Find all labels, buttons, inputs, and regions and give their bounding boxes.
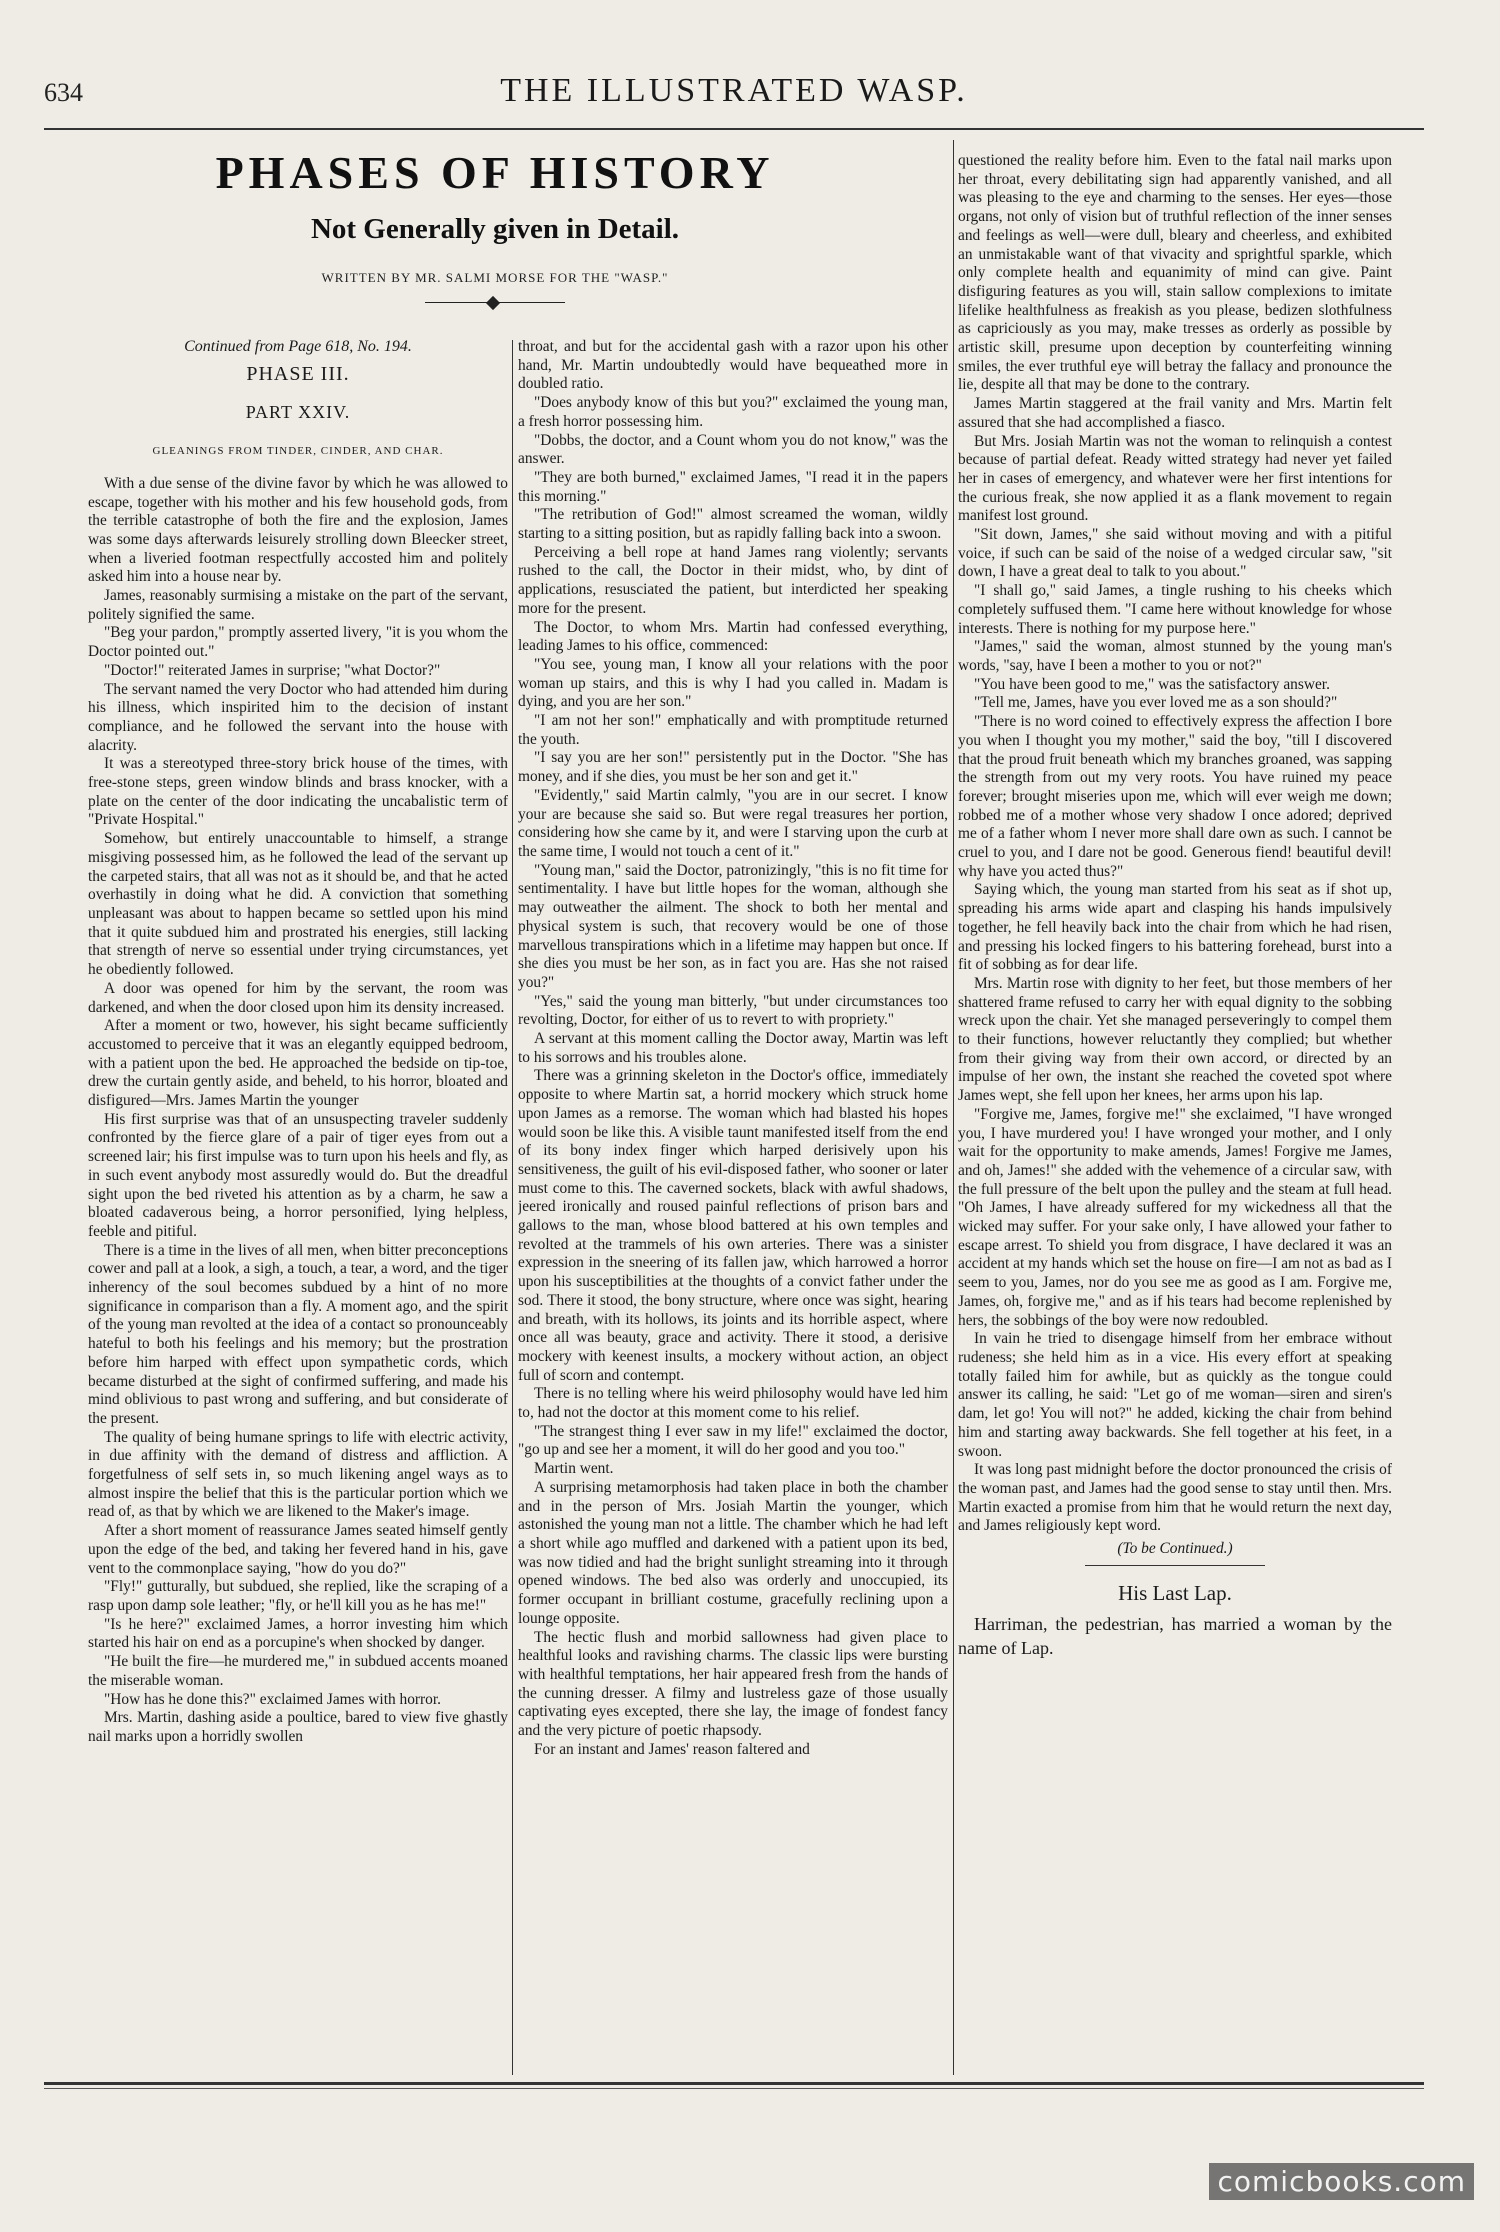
- paragraph: But Mrs. Josiah Martin was not the woman to relinquish a contest because of partial defeat. Ready witted strategy had never yet failed her in cases of emergency, and whatever were her first intentions for the curious freak, she now applied it as a flank movement to regain manifest lost ground.: [958, 432, 1392, 525]
- part-heading: PART XXIV.: [245, 402, 351, 423]
- article-byline: WRITTEN BY MR. SALMI MORSE FOR THE "WASP.": [321, 269, 669, 285]
- paragraph: "I say you are her son!" persistently put in the Doctor. "She has money, and if she dies, you must be her son and get it.": [518, 749, 948, 786]
- paragraph: His first surprise was that of an unsuspecting traveler suddenly confronted by the fierce glare of a pair of tiger eyes from out a screened lair; his first impulse was to turn upon his heels and fly, as in such event anybody most assuredly would do. But the dreadful sight upon the bed riveted his attention as by a charm, he saw a bloated cadaverous being, a horror personified, lying helpless, feeble and pitiful.: [88, 1110, 508, 1240]
- paragraph: "Tell me, James, have you ever loved me as a son should?": [974, 694, 1338, 712]
- paragraph: "Fly!" gutturally, but subdued, she replied, like the scraping of a rasp upon damp sole leather; "fly, or he'll kill you as he has me!": [88, 1578, 508, 1614]
- paragraph: Mrs. Martin, dashing aside a poultice, bared to view five ghastly nail marks upon a horridly swollen: [88, 1709, 508, 1745]
- paragraph: "Young man," said the Doctor, patronizingly, "this is no fit time for sentimentality. I have but little hopes for the woman, although she may outweather the ailment. The shock to both her mental and physical system is such, that recovery would be one of those marvellous transpirations which in a lifetime may happen but once. If she dies you must be her son, as in fact you are. Has she not raised you?": [518, 861, 948, 991]
- phase-heading: PHASE III.: [246, 362, 350, 385]
- paragraph: "Evidently," said Martin calmly, "you are in our secret. I know your are because she said so. But were regal treasures her portion, considering how she came by it, and were I starving upon the curb at the same time, I would not touch a cent of it.": [518, 786, 948, 860]
- paragraph: For an instant and James' reason faltered and: [534, 1740, 810, 1758]
- paragraph: questioned the reality before him. Even to the fatal nail marks upon her throat, every debilitating sign had apparently vanished, and all was pleasing to the eye and charming to the senses. Her eyes—those organs, not only of vision but of truthful reflection of the inner senses and feelings as well—were dull, bleary and cheerless, and exhibited an unmistakable want of that vivacity and sprightful sparkle, which only complete health and equanimity of mind can give. Paint disfiguring features as you will, stain sallow complexions to imitate lifelike healthfulness as freakish as you please, bedizen slothfulness as capriciously as you may, make tresses as orderly as possible by artistic skill, presume upon deception by counterfeiting winning smiles, the ever truthful eye will betray the fallacy and pronounce the lie, despite all that may be done to the contrary.: [958, 152, 1392, 394]
- column-rule-2: [953, 140, 954, 2075]
- page-number: 634: [44, 78, 83, 107]
- paragraph: Saying which, the young man started from his seat as if shot up, spreading his arms wide apart and clasping his hands impulsively together, he fell heavily back into the chair from which he had risen, and pressing his locked fingers to his battering forehead, burst into a fit of sobbing as for dear life.: [958, 881, 1392, 974]
- article-title-block: [60, 148, 930, 308]
- bottom-rule: [44, 2082, 1424, 2085]
- paragraph: The Doctor, to whom Mrs. Martin had confessed everything, leading James to his office, commenced:: [518, 618, 948, 655]
- short-item-body: Harriman, the pedestrian, has married a woman by the name of Lap.: [958, 1614, 1392, 1659]
- article-column-3: [958, 152, 1392, 2078]
- paragraph: "James," said the woman, almost stunned by the young man's words, "say, have I been a mother to you or not?": [958, 638, 1392, 674]
- paragraph: A surprising metamorphosis had taken place in both the chamber and in the person of Mrs. Josiah Martin the younger, which astonished the young man not a little. The chamber which he had left a short while ago muffled and darkened with a patient upon its bed, was now tidied and had the bright sunlight streaming into it through opened windows. The bed also was orderly and unoccupied, its former occupant in brilliant costume, gracefully reclining upon a lounge opposite.: [518, 1478, 948, 1627]
- masthead: THE ILLUSTRATED WASP.: [500, 72, 968, 109]
- paragraph: "You see, young man, I know all your relations with the poor woman up stairs, and this is why I had you called in. Madam is dying, and you are her son.": [518, 655, 948, 711]
- paragraph: "Doctor!" reiterated James in surprise; "what Doctor?": [104, 661, 441, 679]
- paragraph: "How has he done this?" exclaimed James with horror.: [104, 1690, 441, 1708]
- paragraph: "Forgive me, James, forgive me!" she exclaimed, "I have wronged you, I have murdered you! I have wronged your mother, and I only wait for the opportunity to make amends, James! Forgive me James, and oh, James!" she added with the vehemence of a circular saw, with the full pressure of the belt upon the pulley and the steam at full head. "Oh James, I have already suffered for my wickedness all that the wicked may suffer. For your sake only, I have allowed your father to escape arrest. To shield you from disgrace, I have declared it was an accident at my hands which set the house on fire—I am not as bad as I seem to you, James, nor do you see me as good as I am. Forgive me, James, oh, forgive me," and as if his tears had become replenished by hers, the sobbings of the boy were now redoubled.: [958, 1105, 1392, 1329]
- paragraph: James, reasonably surmising a mistake on the part of the servant, politely signified the same.: [88, 587, 508, 623]
- paragraph: There is a time in the lives of all men, when bitter preconceptions cower and pall at a look, a sigh, a touch, a tear, a word, and the tiger inherency of the soul becomes subdued by a hint of no more significance in comparison than a fly. A moment ago, and the spirit of the young man revolted at the idea of a contact so pronounceably hateful to both his feelings and his memory; but the prostration before him harped with effect upon sympathetic cords, which became disturbed at the sight of confirmed suffering, and made his mind oblivious to past wrong and suffering, and but considerate of the present.: [88, 1241, 508, 1427]
- article-title: PHASES OF HISTORY: [215, 147, 775, 198]
- column-rule-1: [512, 340, 513, 2075]
- paragraph: "Beg your pardon," promptly asserted livery, "it is you whom the Doctor pointed out.": [88, 624, 508, 661]
- paragraph: "They are both burned," exclaimed James, "I read it in the papers this morning.": [518, 468, 948, 505]
- section-divider: [1085, 1565, 1265, 1566]
- paragraph: "There is no word coined to effectively express the affection I bore you when I thought you my mother," said the boy, "till I discovered that the proud fruit beneath which my branches groaned, was sapping the strength from out my very roots. You have ruined my peace forever; brought miseries upon me, which will ever weigh me down; robbed me of a mother whose very shadow I once adored; deprived me of a father whom I never more shall dare own as such. I cannot be cruel to you, and I dare not be good. Generous fiend! beautiful devil! why have you acted thus?": [958, 713, 1392, 880]
- paragraph: Martin went.: [534, 1460, 614, 1478]
- paragraph: throat, and but for the accidental gash with a razor upon his other hand, Mr. Martin undoubtedly would have bequeathed more in doubled ratio.: [518, 338, 948, 393]
- paragraph: After a moment or two, however, his sight became sufficiently accustomed to perceive that it was an elegantly equipped bedroom, with a patient upon the bed. He approached the bedside on tip-toe, drew the curtain gently aside, and beheld, to his horror, bloated and disfigured—Mrs. James Martin the younger: [88, 1017, 508, 1110]
- paragraph: "Yes," said the young man bitterly, "but under circumstances too revolting, Doctor, for either of us to revert to with propriety.": [518, 992, 948, 1029]
- paragraph: In vain he tried to disengage himself from her embrace without rudeness; she held him as in a vice. His every effort at speaking totally failed him for awhile, but as quickly as the tongue could answer its calling, he said: "Let go of me woman—siren and siren's dam, let go! You will not?" he added, kicking the chair from behind him and starting away backwards. She fell together at his feet, in a swoon.: [958, 1330, 1392, 1460]
- paragraph: "The retribution of God!" almost screamed the woman, wildly starting to a sitting position, but as rapidly falling back into a swoon.: [518, 506, 948, 543]
- to-be-continued: (To be Continued.): [1117, 1540, 1233, 1558]
- paragraph: "I shall go," said James, a tingle rushing to his cheeks which completely suffused them. "I came here without knowledge for whose interests. There is nothing for my purpose here.": [958, 582, 1392, 637]
- paragraph: A servant at this moment calling the Doctor away, Martin was left to his sorrows and his troubles alone.: [518, 1030, 948, 1066]
- paragraph: The hectic flush and morbid sallowness had given place to healthful looks and ravishing charms. The classic lips were bursting with healthful temptations, her hair appeared fresh from the hands of the cunning dresser. A filmy and lustreless gaze of those usually captivating eyes excepted, there she lay, the image of fondest fancy and the very picture of poetic rhapsody.: [518, 1628, 948, 1740]
- article-column-2: [518, 338, 948, 2078]
- paragraph: Somehow, but entirely unaccountable to himself, a strange misgiving possessed him, as he followed the lead of the servant up the carpeted stairs, that all was not as it should be, and that he acted overhastily in doing what he did. A conviction that something unpleasant was about to happen became so settled upon his mind that it quite subdued him and prostrated his energies, still lacking that strength of nerve so essential under trying circumstances, yet he obediently followed.: [88, 830, 508, 979]
- paragraph: "Dobbs, the doctor, and a Count whom you do not know," was the answer.: [518, 431, 948, 468]
- paragraph: After a short moment of reassurance James seated himself gently upon the edge of the bed, and taking her fevered hand in his, gave vent to the commonplace saying, "how do you do?": [88, 1522, 508, 1577]
- short-item-title: His Last Lap.: [1118, 1580, 1232, 1605]
- title-ornament: [425, 298, 565, 308]
- paragraph: "The strangest thing I ever saw in my life!" exclaimed the doctor, "go up and see her a moment, it will do her good and you too.": [518, 1422, 948, 1459]
- paragraph: Mrs. Martin rose with dignity to her feet, but those members of her shattered frame refused to carry her with equal dignity to the sobbing wreck upon the chair. Yet she managed perseveringly to compel them to their functions, however reluctantly they complied; but whether from their giving way from their own accord, or directed by an impulse of her own, the instant she reached the coveted spot where James wept, she fell upon her knees, her arms upon his lap.: [958, 974, 1392, 1105]
- paragraph: The servant named the very Doctor who had attended him during his illness, which inspirited him to the decision of instant compliance, and he followed the servant into the house with alacrity.: [88, 680, 508, 754]
- paragraph: It was long past midnight before the doctor pronounced the crisis of the woman past, and James had the good sense to stay until then. Mrs. Martin exacted a promise from him that he would return the next day, and James religiously kept word.: [958, 1461, 1392, 1535]
- paragraph: The quality of being humane springs to life with electric activity, in due affinity with the demand of distress and affliction. A forgetfulness of self sets in, so much likening angel ways as to almost inspire the belief that this is the particular portion which we read of, as that by which we are likened to the Maker's image.: [88, 1428, 508, 1521]
- paragraph: James Martin staggered at the frail vanity and Mrs. Martin felt assured that she had accomplished a fiasco.: [958, 395, 1392, 431]
- continued-note: Continued from Page 618, No. 194.: [184, 338, 412, 355]
- header-rule: [44, 128, 1424, 130]
- bottom-rule-thin: [44, 2088, 1424, 2089]
- article-column-1: [88, 338, 508, 2078]
- paragraph: There was a grinning skeleton in the Doctor's office, immediately opposite to where Martin sat, a horrid mockery which struck home upon James as a remorse. The woman which had blasted his hopes would soon be like this. A visible taunt manifested itself from the end of its bony index finger which harped derisively upon his sensitiveness, the guilt of his evil-disposed father, who sooner or later must come to this. The caverned sockets, black with awful shadows, jeered ironically and roused painful reflections of prison bars and gallows to the man, whose blood battered at his own temples and revolted at the trammels of his own arteries. There was a sinister expression in the sneering of its fallen jaw, which harrowed a horror upon his susceptibilities at the thoughts of a convict father under the sod. There it stood, the bony structure, where once was sight, hearing and breath, with its hollows, its joints and its horrible aspect, where once all was beauty, grace and activity. There it stood, a derisive mockery with keenest insults, a mockery without action, an object full of scorn and contempt.: [518, 1067, 948, 1384]
- watermark: comicbooks.com: [1209, 2163, 1474, 2200]
- page-header: [44, 72, 1424, 124]
- paragraph: "Is he here?" exclaimed James, a horror investing him which started his hair on end as a porcupine's when shocked by danger.: [88, 1615, 508, 1652]
- paragraph: "Does anybody know of this but you?" exclaimed the young man, a fresh horror possessing him.: [518, 394, 948, 430]
- paragraph: "I am not her son!" emphatically and with promptitude returned the youth.: [518, 712, 948, 748]
- section-heading: GLEANINGS FROM TINDER, CINDER, AND CHAR.: [152, 445, 444, 458]
- paragraph: With a due sense of the divine favor by which he was allowed to escape, together with his mother and his few household gods, from the terrible catastrophe of both the fire and the explosion, James was some days afterwards leisurely strolling down Bleecker street, when a liveried footman respectfully accosted him and politely asked him into a house near by.: [88, 474, 508, 586]
- paragraph: "You have been good to me," was the satisfactory answer.: [974, 675, 1330, 693]
- paragraph: "Sit down, James," she said without moving and with a pitiful voice, if such can be said of the noise of a wedged circular saw, "sit down, I have a great deal to talk to you about.": [958, 526, 1392, 581]
- paragraph: There is no telling where his weird philosophy would have led him to, had not the doctor at this moment come to his relief.: [518, 1385, 948, 1422]
- paragraph: A door was opened for him by the servant, the room was darkened, and when the door closed upon him its density increased.: [88, 979, 508, 1016]
- paragraph: It was a stereotyped three-story brick house of the times, with free-stone steps, green window blinds and brass knocker, with a plate on the center of the door indicating the uncabalistic term of "Private Hospital.": [88, 755, 508, 829]
- paragraph: "He built the fire—he murdered me," in subdued accents moaned the miserable woman.: [88, 1653, 508, 1689]
- paragraph: Perceiving a bell rope at hand James rang violently; servants rushed to the call, the Doctor in their midst, who, by dint of applications, resusciated the patient, but interdicted her speaking more for the present.: [518, 543, 948, 617]
- article-subtitle: Not Generally given in Detail.: [310, 212, 680, 245]
